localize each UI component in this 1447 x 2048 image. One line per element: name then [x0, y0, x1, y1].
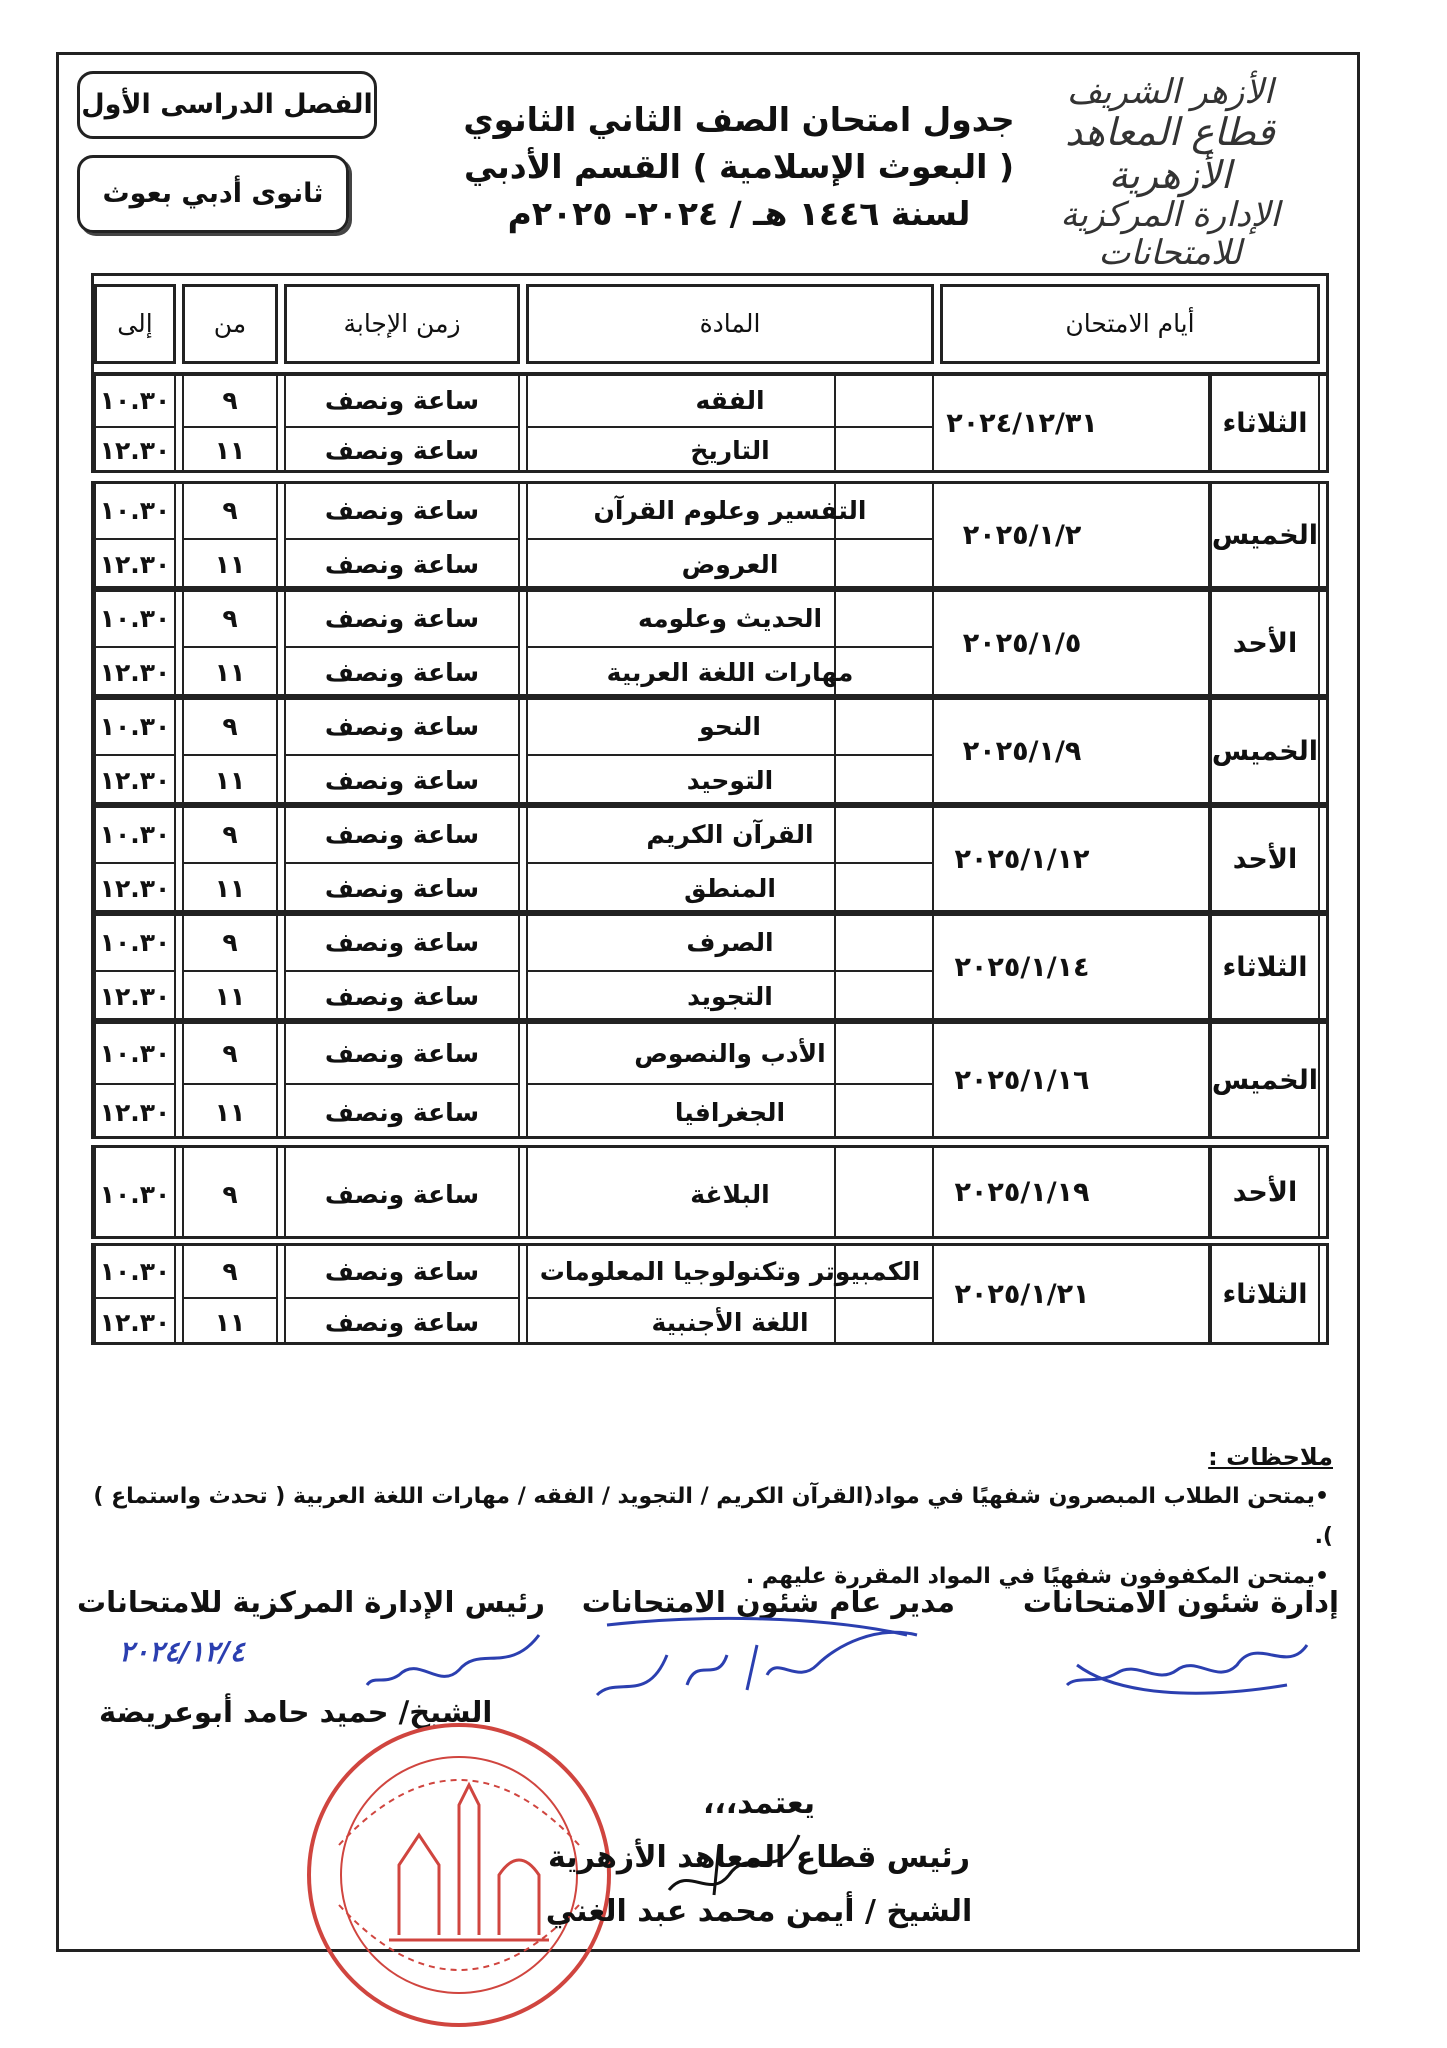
- central-head-name: الشيخ/ حميد حامد أبوعريضة: [99, 1695, 493, 1729]
- subject-cell-column: [526, 1148, 934, 1236]
- from-cell: ١١: [214, 436, 246, 465]
- to-cell: ١٢.٣٠: [99, 766, 171, 795]
- day-cell: الثلاثاء: [1210, 916, 1320, 1018]
- date-cell: ٢٠٢٥/١/١٦: [834, 1024, 1210, 1136]
- day-cell: الخميس: [1210, 1024, 1320, 1136]
- title-line: لسنة ١٤٤٦ هـ / ٢٠٢٤- ٢٠٢٥م: [507, 193, 971, 233]
- from-cell: ١١: [214, 550, 246, 579]
- from-cell: ٩: [222, 1180, 238, 1209]
- subject-cell: التجويد: [687, 982, 773, 1011]
- from-cell: ٩: [222, 928, 238, 957]
- to-cell: ١٠.٣٠: [99, 820, 171, 849]
- general-manager-title: مدير عام شئون الامتحانات: [581, 1585, 955, 1619]
- subject-cell: الحديث وعلومه: [637, 604, 823, 633]
- to-cell: ١٠.٣٠: [99, 496, 171, 525]
- row-divider: [96, 862, 174, 864]
- header-from: من: [182, 284, 278, 364]
- to-cell: ١٠.٣٠: [99, 1257, 171, 1286]
- to-cell-column: [94, 484, 176, 586]
- duration-cell-column: [284, 1024, 520, 1136]
- subject-cell-column: [526, 1246, 934, 1342]
- row-divider: [286, 1297, 518, 1299]
- date-cell: ٢٠٢٥/١/٢: [834, 484, 1210, 586]
- subject-cell: الجغرافيا: [674, 1098, 786, 1127]
- duration-cell: ساعة ونصف: [324, 658, 480, 687]
- central-head-signature-date: ٢٠٢٤/١٢/٤: [119, 1635, 245, 1668]
- to-cell: ١٠.٣٠: [99, 604, 171, 633]
- subject-cell: التفسير وعلوم القرآن: [593, 496, 867, 525]
- row-divider: [528, 538, 932, 540]
- from-cell: ٩: [222, 820, 238, 849]
- day-group: [91, 697, 1329, 805]
- to-cell: ١٠.٣٠: [99, 712, 171, 741]
- from-cell: ٩: [222, 1039, 238, 1068]
- row-divider: [184, 862, 276, 864]
- date-cell: ٢٠٢٥/١/٢١: [834, 1246, 1210, 1342]
- from-cell-column: [182, 700, 278, 802]
- duration-cell-column: [284, 916, 520, 1018]
- duration-cell: ساعة ونصف: [324, 1180, 480, 1209]
- date-cell: ٢٠٢٥/١/١٢: [834, 808, 1210, 910]
- to-cell-column: [94, 916, 176, 1018]
- to-cell: ١٠.٣٠: [99, 928, 171, 957]
- duration-cell: ساعة ونصف: [324, 1039, 480, 1068]
- to-cell: ١٢.٣٠: [99, 658, 171, 687]
- subject-cell: التاريخ: [690, 436, 770, 465]
- row-divider: [96, 1083, 174, 1085]
- row-divider: [528, 862, 932, 864]
- from-cell: ١١: [214, 982, 246, 1011]
- header-duration: زمن الإجابة: [284, 284, 520, 364]
- duration-cell: ساعة ونصف: [324, 712, 480, 741]
- duration-cell-column: [284, 1246, 520, 1342]
- document-page: [56, 52, 1360, 1952]
- to-cell: ١٠.٣٠: [99, 386, 171, 415]
- from-cell-column: [182, 592, 278, 694]
- row-divider: [286, 754, 518, 756]
- row-divider: [528, 1297, 932, 1299]
- note-item: •يمتحن الطلاب المبصرون شفهيًا في مواد(القرآن الكريم / التجويد / الفقه / مهارات اللغة العربية ( تحدث واستماع ) ).: [93, 1484, 1333, 1549]
- subject-cell-column: [526, 376, 934, 470]
- subject-cell: مهارات اللغة العربية: [606, 658, 854, 687]
- row-divider: [286, 862, 518, 864]
- central-head-title: رئيس الإدارة المركزية للامتحانات: [77, 1585, 545, 1619]
- row-divider: [96, 538, 174, 540]
- from-cell-column: [182, 1246, 278, 1342]
- to-cell-column: [94, 592, 176, 694]
- from-cell: ١١: [214, 1308, 246, 1337]
- from-cell-column: [182, 484, 278, 586]
- day-cell: الأحد: [1210, 808, 1320, 910]
- duration-cell: ساعة ونصف: [324, 766, 480, 795]
- from-cell: ٩: [222, 1257, 238, 1286]
- exam-schedule-table: [91, 273, 1329, 1473]
- row-divider: [286, 646, 518, 648]
- day-group: [91, 1021, 1329, 1139]
- row-divider: [96, 970, 174, 972]
- note-text: يمتحن الطلاب المبصرون شفهيًا في مواد(القرآن الكريم / التجويد / الفقه / مهارات اللغة العربية ( تحدث واستماع ) ).: [93, 1484, 1333, 1549]
- row-divider: [528, 754, 932, 756]
- notes-section: [73, 1437, 1333, 1597]
- duration-cell-column: [284, 592, 520, 694]
- subject-cell-column: [526, 808, 934, 910]
- to-cell: ١٢.٣٠: [99, 1098, 171, 1127]
- to-cell: ١٢.٣٠: [99, 874, 171, 903]
- row-divider: [96, 646, 174, 648]
- row-divider: [184, 538, 276, 540]
- header-to: إلى: [94, 284, 176, 364]
- date-cell: ٢٠٢٥/١/٥: [834, 592, 1210, 694]
- subject-cell: الكمبيوتر وتكنولوجيا المعلومات: [539, 1257, 921, 1286]
- exams-admin-title: إدارة شئون الامتحانات: [1022, 1585, 1339, 1619]
- notes-title: ملاحظات :: [1208, 1443, 1333, 1471]
- from-cell: ٩: [222, 604, 238, 633]
- from-cell-column: [182, 808, 278, 910]
- header-subject: المادة: [526, 284, 934, 364]
- row-divider: [286, 1083, 518, 1085]
- logo-line: الأزهر الشريف: [1066, 72, 1274, 112]
- subject-cell: البلاغة: [690, 1180, 770, 1209]
- row-divider: [528, 970, 932, 972]
- document-title: [439, 97, 1039, 238]
- duration-cell: ساعة ونصف: [324, 550, 480, 579]
- duration-cell-column: [284, 1148, 520, 1236]
- to-cell: ١٢.٣٠: [99, 436, 171, 465]
- row-divider: [184, 754, 276, 756]
- table-header: [91, 273, 1329, 375]
- day-group: [91, 805, 1329, 913]
- sector-head-title: رئيس قطاع المعاهد الأزهرية: [548, 1840, 970, 1875]
- date-cell: ٢٠٢٥/١/٩: [834, 700, 1210, 802]
- subject-cell-column: [526, 1024, 934, 1136]
- duration-cell: ساعة ونصف: [324, 496, 480, 525]
- day-group: [91, 373, 1329, 473]
- row-divider: [184, 1297, 276, 1299]
- to-cell-column: [94, 1148, 176, 1236]
- azhar-logo: [1005, 73, 1335, 272]
- to-cell-column: [94, 1246, 176, 1342]
- date-cell: ٢٠٢٤/١٢/٣١: [834, 376, 1210, 470]
- to-cell: ١٠.٣٠: [99, 1180, 171, 1209]
- duration-cell: ساعة ونصف: [324, 386, 480, 415]
- from-cell-column: [182, 376, 278, 470]
- day-cell: الأحد: [1210, 592, 1320, 694]
- duration-cell: ساعة ونصف: [324, 820, 480, 849]
- row-divider: [184, 1083, 276, 1085]
- title-line: ( البعوث الإسلامية ) القسم الأدبي: [463, 146, 1015, 186]
- to-cell-column: [94, 700, 176, 802]
- exams-admin-signature: [1057, 1615, 1327, 1705]
- title-line: جدول امتحان الصف الثاني الثانوي: [463, 100, 1015, 139]
- subject-cell: الأدب والنصوص: [634, 1039, 826, 1068]
- subject-cell: العروض: [681, 550, 779, 579]
- subject-cell: الفقه: [695, 386, 765, 415]
- central-head-signature: [359, 1625, 559, 1695]
- from-cell-column: [182, 916, 278, 1018]
- from-cell: ٩: [222, 712, 238, 741]
- to-cell-column: [94, 376, 176, 470]
- duration-cell: ساعة ونصف: [324, 982, 480, 1011]
- duration-cell: ساعة ونصف: [324, 928, 480, 957]
- duration-cell-column: [284, 484, 520, 586]
- date-cell: ٢٠٢٥/١/١٤: [834, 916, 1210, 1018]
- day-cell: الخميس: [1210, 484, 1320, 586]
- to-cell-column: [94, 1024, 176, 1136]
- duration-cell: ساعة ونصف: [324, 436, 480, 465]
- general-manager-signature: [577, 1615, 937, 1715]
- to-cell: ١٢.٣٠: [99, 550, 171, 579]
- to-cell-column: [94, 808, 176, 910]
- row-divider: [96, 754, 174, 756]
- from-cell: ١١: [214, 1098, 246, 1127]
- subject-cell: الصرف: [686, 928, 774, 957]
- duration-cell: ساعة ونصف: [324, 1257, 480, 1286]
- row-divider: [184, 970, 276, 972]
- row-divider: [286, 970, 518, 972]
- duration-cell: ساعة ونصف: [324, 1098, 480, 1127]
- from-cell: ٩: [222, 386, 238, 415]
- subject-cell: اللغة الأجنبية: [651, 1308, 809, 1337]
- day-cell: الخميس: [1210, 700, 1320, 802]
- day-group: [91, 589, 1329, 697]
- row-divider: [286, 538, 518, 540]
- day-group: [91, 1243, 1329, 1345]
- duration-cell: ساعة ونصف: [324, 1308, 480, 1337]
- from-cell-column: [182, 1148, 278, 1236]
- row-divider: [184, 646, 276, 648]
- subject-cell-column: [526, 484, 934, 586]
- day-group: [91, 481, 1329, 589]
- to-cell: ١٠.٣٠: [99, 1039, 171, 1068]
- row-divider: [528, 646, 932, 648]
- from-cell: ١١: [214, 766, 246, 795]
- subject-cell: المنطق: [684, 874, 776, 903]
- section-label: ثانوى أدبي بعوث: [77, 155, 349, 233]
- duration-cell: ساعة ونصف: [324, 874, 480, 903]
- subject-cell: التوحيد: [686, 766, 774, 795]
- day-cell: الثلاثاء: [1210, 1246, 1320, 1342]
- row-divider: [528, 426, 932, 428]
- subject-cell: النحو: [699, 712, 761, 741]
- row-divider: [96, 426, 174, 428]
- subject-cell-column: [526, 592, 934, 694]
- sector-head-name: الشيخ / أيمن محمد عبد الغني: [545, 1894, 973, 1929]
- row-divider: [528, 1083, 932, 1085]
- note-text: يمتحن المكفوفون شفهيًا في المواد المقررة عليهم .: [745, 1564, 1315, 1589]
- subject-cell: القرآن الكريم: [646, 820, 814, 849]
- row-divider: [184, 426, 276, 428]
- sector-head-signature: [659, 1825, 819, 1905]
- logo-line: الإدارة المركزية للامتحانات: [1060, 195, 1280, 274]
- header-days: أيام الامتحان: [940, 284, 1320, 364]
- term-label: الفصل الدراسى الأول: [77, 71, 377, 139]
- duration-cell: ساعة ونصف: [324, 604, 480, 633]
- from-cell: ١١: [214, 658, 246, 687]
- duration-cell-column: [284, 376, 520, 470]
- duration-cell-column: [284, 700, 520, 802]
- subject-cell-column: [526, 700, 934, 802]
- day-group: [91, 913, 1329, 1021]
- approval-text: يعتمد،،،: [702, 1786, 816, 1821]
- note-item: •يمتحن المكفوفون شفهيًا في المواد المقررة عليهم .: [745, 1564, 1329, 1589]
- from-cell: ١١: [214, 874, 246, 903]
- to-cell: ١٢.٣٠: [99, 982, 171, 1011]
- date-cell: ٢٠٢٥/١/١٩: [834, 1148, 1210, 1236]
- day-group: [91, 1145, 1329, 1239]
- from-cell: ٩: [222, 496, 238, 525]
- duration-cell-column: [284, 808, 520, 910]
- to-cell: ١٢.٣٠: [99, 1308, 171, 1337]
- day-cell: الأحد: [1210, 1148, 1320, 1236]
- subject-cell-column: [526, 916, 934, 1018]
- row-divider: [286, 426, 518, 428]
- logo-line: قطاع المعاهد الأزهرية: [1065, 110, 1275, 197]
- row-divider: [96, 1297, 174, 1299]
- day-cell: الثلاثاء: [1210, 376, 1320, 470]
- from-cell-column: [182, 1024, 278, 1136]
